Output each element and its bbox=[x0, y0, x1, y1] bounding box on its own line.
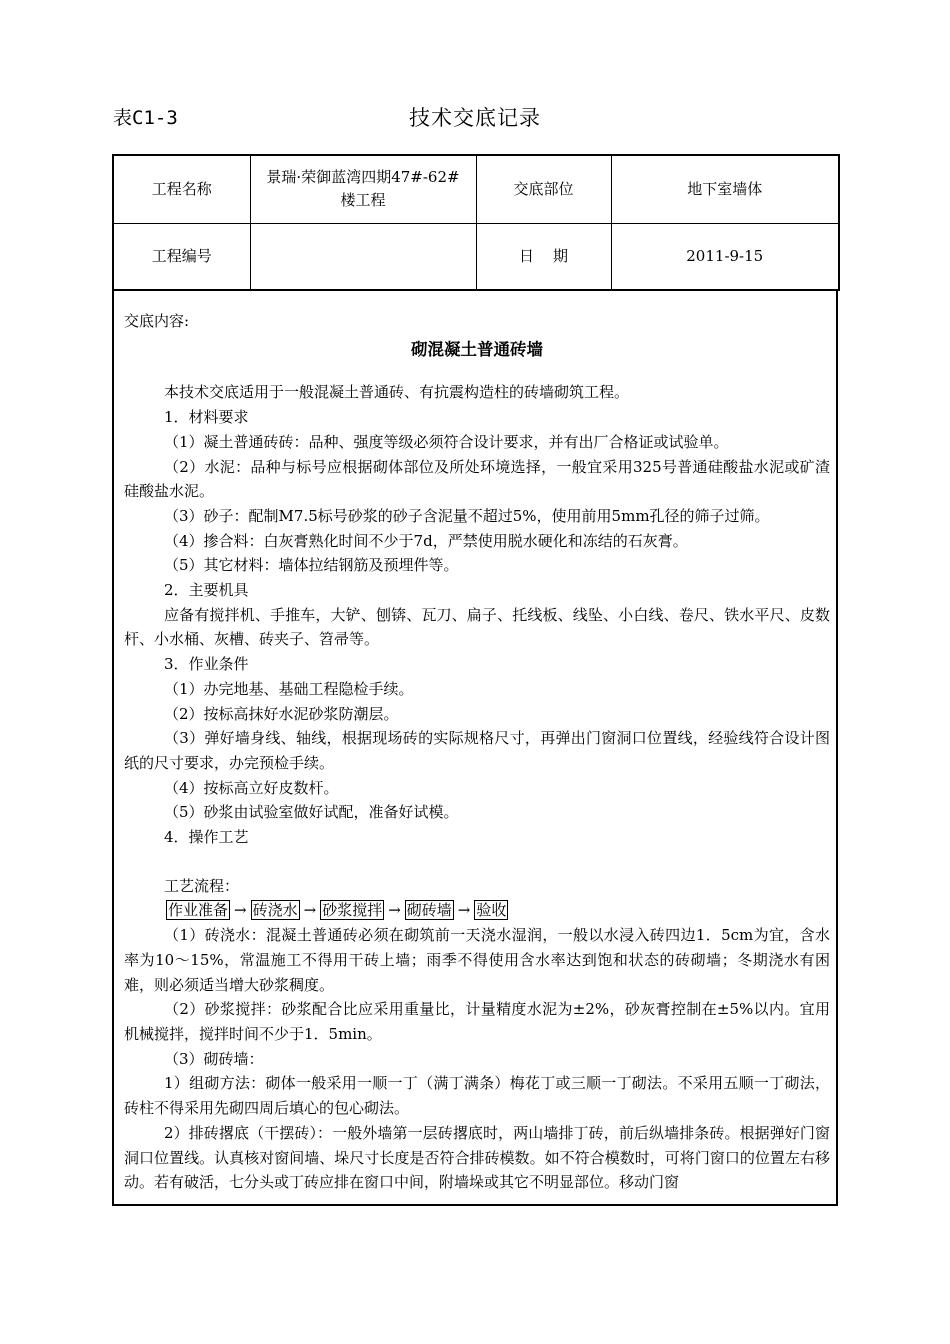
project-no-value bbox=[250, 223, 476, 290]
project-name-line-1: 景瑞·荣御蓝湾四期47#-62# bbox=[266, 168, 460, 187]
arrow-right-icon: → bbox=[457, 901, 471, 920]
paragraph: （1）办完地基、基础工程隐检手续。 bbox=[164, 679, 414, 698]
paragraph: 本技术交底适用于一般混凝土普通砖、有抗震构造柱的砖墙砌筑工程。 bbox=[164, 383, 630, 402]
paragraph: （5）其它材料：墙体拉结钢筋及预埋件等。 bbox=[164, 556, 459, 575]
location-label: 交底部位 bbox=[476, 155, 611, 223]
flow-step: 验收 bbox=[476, 901, 507, 920]
flow-step: 砖浇水 bbox=[252, 901, 298, 920]
paragraph: （2）水泥：品种与标号应根据砌体部位及所处环境选择，一般宜采用325号普通硅酸盐水泥或矿渣硅酸盐水泥。 bbox=[124, 457, 830, 501]
flow-label: 工艺流程： bbox=[164, 876, 240, 895]
content-body bbox=[124, 309, 830, 1195]
arrow-right-icon: → bbox=[388, 901, 401, 920]
paragraph: （4）按标高立好皮数杆。 bbox=[164, 778, 339, 797]
table-row bbox=[113, 223, 839, 290]
section-heading: 4．操作工艺 bbox=[164, 828, 249, 847]
content-heading: 砌混凝土普通砖墙 bbox=[411, 339, 543, 359]
paragraph: （1）凝土普通砖砖：品种、强度等级必须符合设计要求，并有出厂合格证或试验单。 bbox=[164, 432, 729, 451]
paragraph: （2）按标高抹好水泥砂浆防潮层。 bbox=[164, 704, 399, 723]
paragraph: 2）排砖撂底（干摆砖）：一般外墙第一层砖撂底时，两山墙排丁砖，前后纵墙排条砖。根据弹好门窗洞口位置线。认真核对窗间墙、垛尺寸长度是否符合排砖模数。如不符合模数时，可将门窗口的位置左右移动。若有破活，七分头或丁砖应排在窗口中间，附墙垛或其它不明显部位。移动门窗 bbox=[124, 1123, 830, 1192]
paragraph: 1）组砌方法：砌体一般采用一顺一丁（满丁满条）梅花丁或三顺一丁砌法。不采用五顺一丁砌法，砖柱不得采用先砌四周后填心的包心砌法。 bbox=[124, 1074, 830, 1118]
content-box bbox=[112, 289, 838, 1206]
paragraph: （3）砌砖墙： bbox=[164, 1049, 264, 1068]
date-value: 2011-9-15 bbox=[611, 223, 839, 290]
section-heading: 3．作业条件 bbox=[164, 655, 249, 674]
paragraph: （3）砂子：配制M7.5标号砂浆的砂子含泥量不超过5%，使用前用5mm孔径的筛子过筛。 bbox=[164, 506, 770, 525]
paragraph: （2）砂浆搅拌：砂浆配合比应采用重量比，计量精度水泥为±2%，砂灰膏控制在±5%以内。宜用机械搅拌，搅拌时间不少于1．5min。 bbox=[124, 1000, 830, 1043]
content-label: 交底内容: bbox=[124, 312, 190, 330]
project-no-label: 工程编号 bbox=[113, 223, 250, 290]
location-value: 地下室墙体 bbox=[611, 155, 839, 223]
project-name-label: 工程名称 bbox=[113, 155, 250, 223]
form-code: 表C1-3 bbox=[113, 107, 178, 129]
paragraph: （4）掺合料：白灰膏熟化时间不少于7d，严禁使用脱水硬化和冻结的石灰膏。 bbox=[164, 531, 688, 550]
paragraph: 应备有搅拌机、手推车，大铲、刨锛、瓦刀、扁子、托线板、线坠、小白线、卷尺、铁水平尺、皮数杆、小水桶、灰槽、砖夹子、笤帚等。 bbox=[124, 605, 830, 649]
arrow-right-icon: → bbox=[234, 901, 247, 920]
project-name-line-2: 楼工程 bbox=[340, 191, 386, 210]
paragraph: （5）砂浆由试验室做好试配，准备好试模。 bbox=[164, 803, 459, 822]
paragraph: （3）弹好墙身线、轴线，根据现场砖的实际规格尺寸，再弹出门窗洞口位置线，经验线符合设计图纸的尺寸要求，办完预检手续。 bbox=[124, 729, 830, 772]
section-heading: 1．材料要求 bbox=[164, 408, 249, 427]
date-label: 日 期 bbox=[476, 223, 611, 290]
process-flow bbox=[124, 898, 830, 923]
page-title: 技术交底记录 bbox=[409, 106, 541, 130]
project-info-table bbox=[112, 154, 840, 291]
arrow-right-icon: → bbox=[303, 901, 317, 920]
table-row bbox=[113, 155, 839, 223]
section-heading: 2．主要机具 bbox=[164, 581, 249, 600]
project-name-value bbox=[250, 155, 476, 223]
flow-step: 砌砖墙 bbox=[406, 901, 452, 920]
paragraph: （1）砖浇水：混凝土普通砖必须在砌筑前一天浇水湿润，一般以水浸入砖四边1．5cm为宜，含水率为10～15%，常温施工不得用干砖上墙；雨季不得使用含水率达到饱和状态的砖砌墙；冬期浇水有困难，则必须适当增大砂浆稠度。 bbox=[124, 926, 830, 994]
flow-step: 砂浆搅拌 bbox=[322, 901, 383, 920]
flow-step: 作业准备 bbox=[168, 901, 229, 920]
